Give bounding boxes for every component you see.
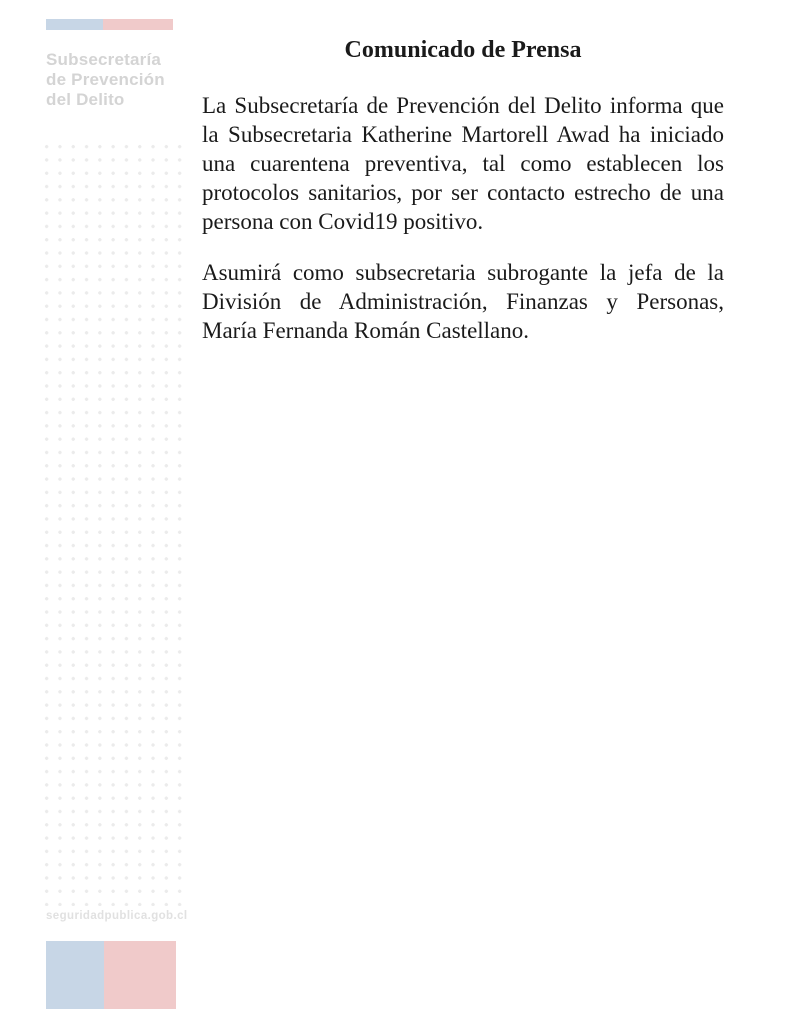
paragraph-line: persona con Covid19 positivo. bbox=[202, 209, 484, 234]
document-title: Comunicado de Prensa bbox=[344, 37, 582, 63]
paragraph-line: una cuarentena preventiva, tal como establecen los bbox=[202, 151, 724, 176]
paragraph-line: Asumirá como subsecretaria subrogante la jefa de la bbox=[202, 260, 724, 285]
paragraph-line: María Fernanda Román Castellano. bbox=[202, 318, 530, 343]
flag-red-segment bbox=[103, 19, 173, 30]
paragraph-line: División de Administración, Finanzas y Personas, bbox=[202, 289, 724, 314]
paragraph-line: protocolos sanitarios, por ser contacto estrecho de una bbox=[202, 180, 724, 205]
paragraph-1 bbox=[202, 91, 724, 236]
paragraph-line: la Subsecretaria Katherine Martorell Awad ha iniciado bbox=[202, 122, 724, 147]
logo-line-1: Subsecretaría bbox=[46, 50, 162, 69]
flag-blue-segment bbox=[46, 19, 103, 30]
paragraph-2 bbox=[202, 258, 724, 345]
footer-flag-red-square bbox=[104, 941, 176, 1009]
document-content bbox=[202, 36, 724, 345]
paragraph-line: La Subsecretaría de Prevención del Delito informa que bbox=[202, 93, 724, 118]
footer-flag bbox=[46, 941, 176, 1009]
footer-flag-blue-square bbox=[46, 941, 104, 1009]
dot-pattern bbox=[40, 140, 186, 906]
website-url: seguridadpublica.gob.cl bbox=[46, 910, 188, 922]
logo-line-2: de Prevención bbox=[46, 70, 165, 89]
logo-flag-bar bbox=[46, 19, 173, 30]
gov-logo-wordmark bbox=[46, 50, 165, 110]
logo-line-3: del Delito bbox=[46, 90, 125, 109]
